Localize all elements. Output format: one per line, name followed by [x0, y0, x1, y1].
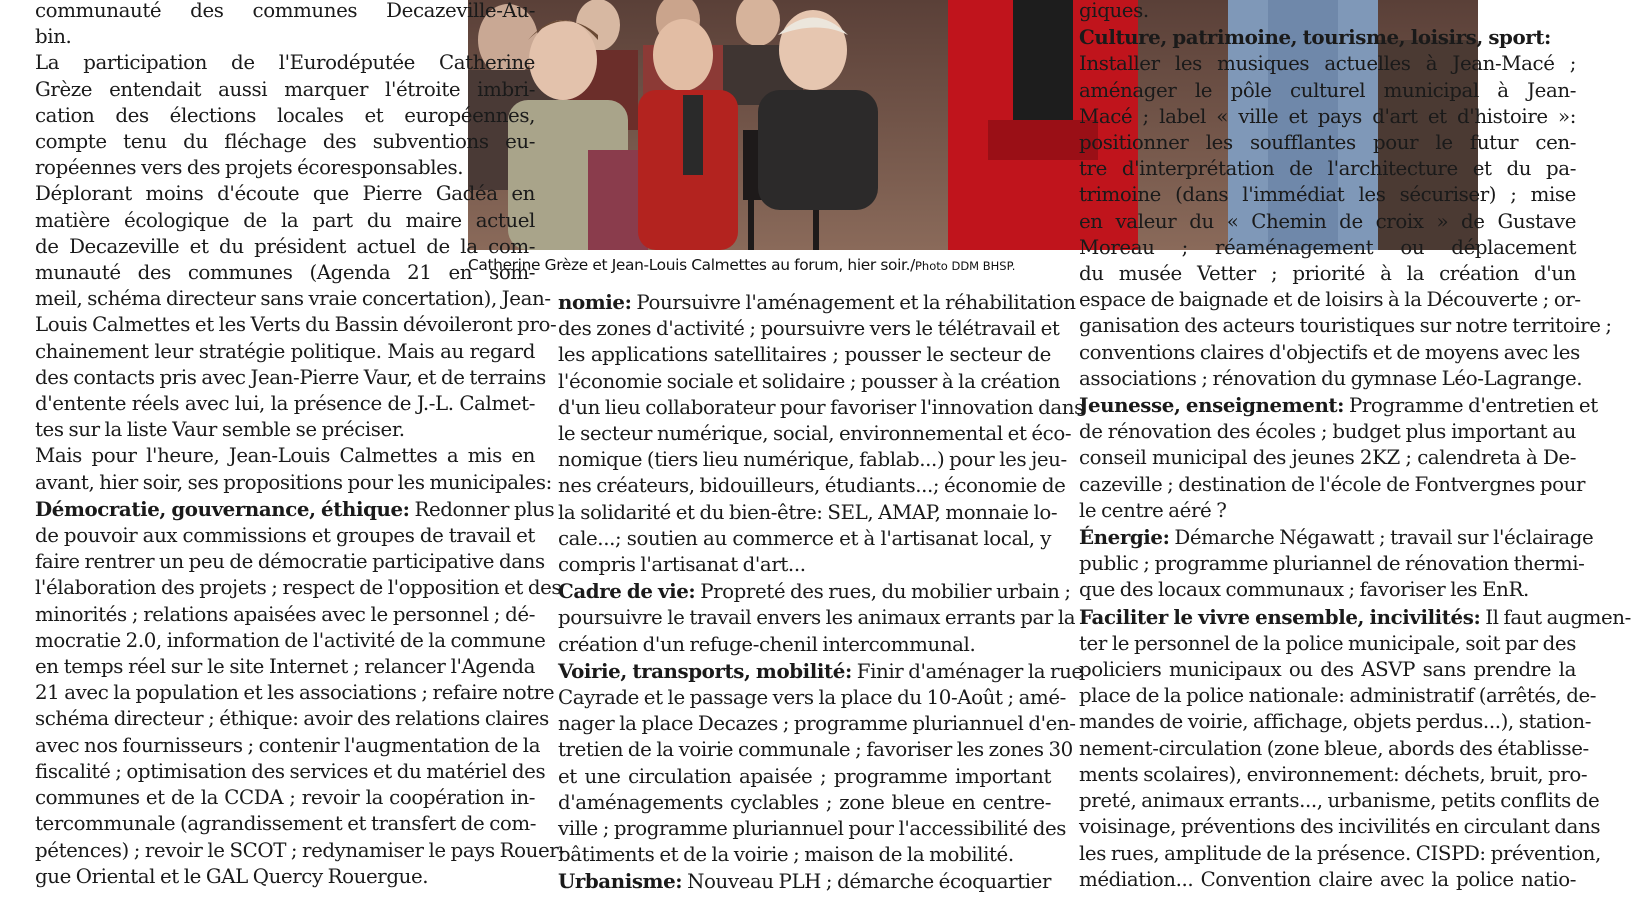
text-line: médiation... Convention claire avec la police natio-: [1079, 867, 1576, 891]
text-line: le centre aéré ?: [1079, 498, 1227, 522]
text-fragment: Démarche Négawatt ; travail sur l'éclairage: [1174, 526, 1594, 550]
text-line: de rénovation des écoles ; budget plus important au: [1079, 420, 1576, 444]
text-line: Moreau ; réaménagement ou déplacement: [1079, 235, 1576, 259]
text-line: place de la police nationale: administratif (arrêtés, de-: [1079, 684, 1597, 708]
text-line: bâtiments et de la voirie ; maison de la mobilité.: [558, 843, 1014, 867]
section-heading-jeunesse: Jeunesse, enseignement:: [1079, 393, 1345, 418]
text-line: mandes de voirie, affichage, objets perdus...), station-: [1079, 710, 1591, 734]
text-line: l'élaboration des projets ; respect de l'opposition et des: [35, 576, 562, 600]
section-lead-line: [1079, 24, 1576, 51]
text-line: les rues, amplitude de la présence. CISPD: prévention,: [1079, 841, 1601, 865]
text-line: faire rentrer un peu de démocratie participative dans: [35, 550, 545, 574]
text-line: preté, animaux errants..., urbanisme, petits conflits de: [1079, 789, 1600, 813]
section-heading-vivre-ensemble: Faciliter le vivre ensemble, incivilités:: [1079, 604, 1481, 629]
text-fragment: Finir d'aménager la rue: [856, 659, 1083, 683]
text-line: avec nos fournisseurs ; contenir l'augmentation de la: [35, 733, 541, 757]
text-line: giques.: [1079, 0, 1149, 22]
section-heading-democratie: Démocratie, gouvernance, éthique:: [35, 496, 410, 521]
article-column-2: [558, 289, 1084, 896]
text-line: poursuivre le travail envers les animaux errants par la: [558, 606, 1076, 630]
text-line: nes créateurs, bidouilleurs, étudiants...; économie de: [558, 474, 1066, 498]
text-line: communauté des communes Decazeville-Au-: [35, 0, 535, 22]
section-lead-line: [1079, 524, 1594, 551]
photo-credit: Photo DDM BHSP.: [915, 259, 1016, 273]
text-line: tre d'interprétation de l'architecture et du pa-: [1079, 157, 1576, 181]
text-line: tes sur la liste Vaur semble se préciser.: [35, 418, 405, 442]
text-line: la solidarité et du bien-être: SEL, AMAP, monnaie lo-: [558, 500, 1058, 524]
text-line: Mais pour l'heure, Jean-Louis Calmettes a mis en: [35, 444, 535, 468]
text-line: meil, schéma directeur sans vraie concertation), Jean-: [35, 287, 551, 311]
text-line: nager la place Decazes ; programme pluriannuel d'en-: [558, 712, 1076, 736]
section-heading-urbanisme: Urbanisme:: [558, 869, 683, 894]
text-line: compris l'artisanat d'art...: [558, 553, 806, 577]
text-line: minorités ; relations apaisées avec le personnel ; dé-: [35, 602, 535, 626]
text-line: en temps réel sur le site Internet ; relancer l'Agenda: [35, 655, 535, 679]
text-line: en valeur du « Chemin de croix » de Gustave: [1079, 209, 1576, 233]
text-line: conseil municipal des jeunes 2KZ ; calendreta à De-: [1079, 446, 1576, 470]
text-line: de Decazeville et du président actuel de la com-: [35, 234, 535, 258]
section-lead-line: [1079, 604, 1631, 631]
text-line: pétences) ; revoir le SCOT ; redynamiser le pays Rouer-: [35, 838, 565, 862]
section-heading-voirie: Voirie, transports, mobilité:: [558, 658, 852, 683]
text-line: Louis Calmettes et les Verts du Bassin dévoileront pro-: [35, 313, 557, 337]
text-line: associations ; rénovation du gymnase Léo-Lagrange.: [1079, 366, 1583, 390]
text-line: d'aménagements cyclables ; zone bleue en centre-: [558, 790, 1051, 814]
text-line: schéma directeur ; éthique: avoir des relations claires: [35, 707, 549, 731]
text-line: communes et de la CCDA ; revoir la coopération in-: [35, 786, 535, 810]
section-heading-culture: Culture, patrimoine, tourisme, loisirs, sport:: [1079, 25, 1551, 50]
text-line: fiscalité ; optimisation des services et du matériel des: [35, 759, 546, 783]
text-fragment: Poursuivre l'aménagement et la réhabilitation: [636, 291, 1076, 314]
text-line: cation des élections locales et européennes,: [35, 103, 535, 127]
text-line: le secteur numérique, social, environnemental et éco-: [558, 422, 1072, 446]
text-line: voisinage, préventions des incivilités en circulant dans: [1079, 815, 1601, 839]
text-line: ter le personnel de la police municipale, soit par des: [1079, 631, 1576, 655]
section-lead-line: [35, 496, 555, 523]
section-lead-line: [558, 658, 1083, 685]
text-line: cazeville ; destination de l'école de Fontvergnes pour: [1079, 472, 1586, 496]
text-line: Installer les musiques actuelles à Jean-Macé ;: [1079, 52, 1576, 76]
text-line: les applications satellitaires ; pousser le secteur de: [558, 343, 1051, 367]
text-line: cale...; soutien au commerce et à l'artisanat local, y: [558, 526, 1051, 550]
section-lead-line: [558, 578, 1071, 605]
text-line: création d'un refuge-chenil intercommunal.: [558, 632, 976, 656]
text-fragment: Nouveau PLH ; démarche écoquartier: [687, 870, 1052, 894]
text-line: Déplorant moins d'écoute que Pierre Gadéa en: [35, 182, 535, 206]
text-line: tretien de la voirie communale ; favoriser les zones 30: [558, 738, 1073, 762]
text-fragment: Redonner plus: [414, 497, 555, 521]
text-fragment: Programme d'entretien et: [1348, 394, 1598, 418]
section-heading-energie: Énergie:: [1079, 525, 1170, 550]
text-line: ropéennes vers des projets écoresponsables.: [35, 156, 464, 180]
text-line: d'entente réels avec lui, la présence de J.-L. Calmet-: [35, 392, 535, 416]
article-column-1: [35, 0, 565, 890]
text-line: avant, hier soir, ses propositions pour les municipales:: [35, 470, 552, 494]
text-line: matière écologique de la part du maire actuel: [35, 208, 535, 232]
text-line: du musée Vetter ; priorité à la création d'un: [1079, 262, 1576, 286]
text-line: public ; programme pluriannel de rénovation thermi-: [1079, 552, 1585, 576]
text-fragment: Propreté des rues, du mobilier urbain ;: [700, 580, 1071, 604]
text-line: munauté des communes (Agenda 21 en som-: [35, 261, 535, 285]
text-line: bin.: [35, 25, 72, 49]
text-line: compte tenu du fléchage des subventions eu-: [35, 130, 535, 154]
caption-text: Catherine Grèze et Jean-Louis Calmettes au forum, hier soir./: [468, 256, 915, 274]
text-line: que des locaux communaux ; favoriser les EnR.: [1079, 578, 1529, 602]
text-line: trimoine (dans l'immédiat les sécuriser) ; mise: [1079, 183, 1576, 207]
text-line: de pouvoir aux commissions et groupes de travail et: [35, 524, 535, 548]
text-line: La participation de l'Eurodéputée Catherine: [35, 51, 535, 75]
text-line: nomique (tiers lieu numérique, fablab...) pour les jeu-: [558, 448, 1067, 472]
text-line: mocratie 2.0, information de l'activité de la commune: [35, 628, 546, 652]
text-line: espace de baignade et de loisirs à la Découverte ; or-: [1079, 288, 1581, 312]
text-line: ganisation des acteurs touristiques sur notre territoire ;: [1079, 314, 1612, 338]
text-line: positionner les soufflantes pour le futur cen-: [1079, 131, 1576, 155]
text-line: Grèze entendait aussi marquer l'étroite imbri-: [35, 77, 535, 101]
section-heading-economie: nomie:: [558, 290, 632, 314]
text-line: des zones d'activité ; poursuivre vers le télétravail et: [558, 317, 1060, 341]
text-line: ments scolaires), environnement: déchets, bruit, pro-: [1079, 762, 1588, 786]
text-line: 21 avec la population et les associations ; refaire notre: [35, 681, 555, 705]
text-line: gue Oriental et le GAL Quercy Rouergue.: [35, 864, 429, 888]
text-line: conventions claires d'objectifs et de moyens avec les: [1079, 340, 1580, 364]
photo-caption: [468, 254, 1128, 277]
text-line: des contacts pris avec Jean-Pierre Vaur, et de terrains: [35, 365, 546, 389]
text-line: d'un lieu collaborateur pour favoriser l'innovation dans: [558, 395, 1084, 419]
text-line: Cayrade et le passage vers la place du 10-Août ; amé-: [558, 686, 1066, 710]
text-line: policiers municipaux ou des ASVP sans prendre la: [1079, 658, 1576, 682]
article-column-3: [1079, 0, 1631, 893]
text-line: Macé ; label « ville et pays d'art et d'histoire »:: [1079, 104, 1576, 128]
section-heading-cadre-de-vie: Cadre de vie:: [558, 579, 696, 604]
section-lead-line: [558, 289, 1076, 316]
text-line: aménager le pôle culturel municipal à Jean-: [1079, 78, 1576, 102]
text-line: nement-circulation (zone bleue, abords des établisse-: [1079, 736, 1589, 760]
text-line: tercommunale (agrandissement et transfert de com-: [35, 812, 537, 836]
text-line: et une circulation apaisée ; programme important: [558, 764, 1051, 788]
text-line: ville ; programme pluriannuel pour l'accessibilité des: [558, 817, 1067, 841]
text-line: chainement leur stratégie politique. Mais au regard: [35, 339, 535, 363]
section-lead-line: [1079, 392, 1598, 419]
text-line: l'économie sociale et solidaire ; pousser à la création: [558, 369, 1061, 393]
text-fragment: Il faut augmen-: [1485, 605, 1631, 629]
section-lead-line: [558, 868, 1051, 895]
